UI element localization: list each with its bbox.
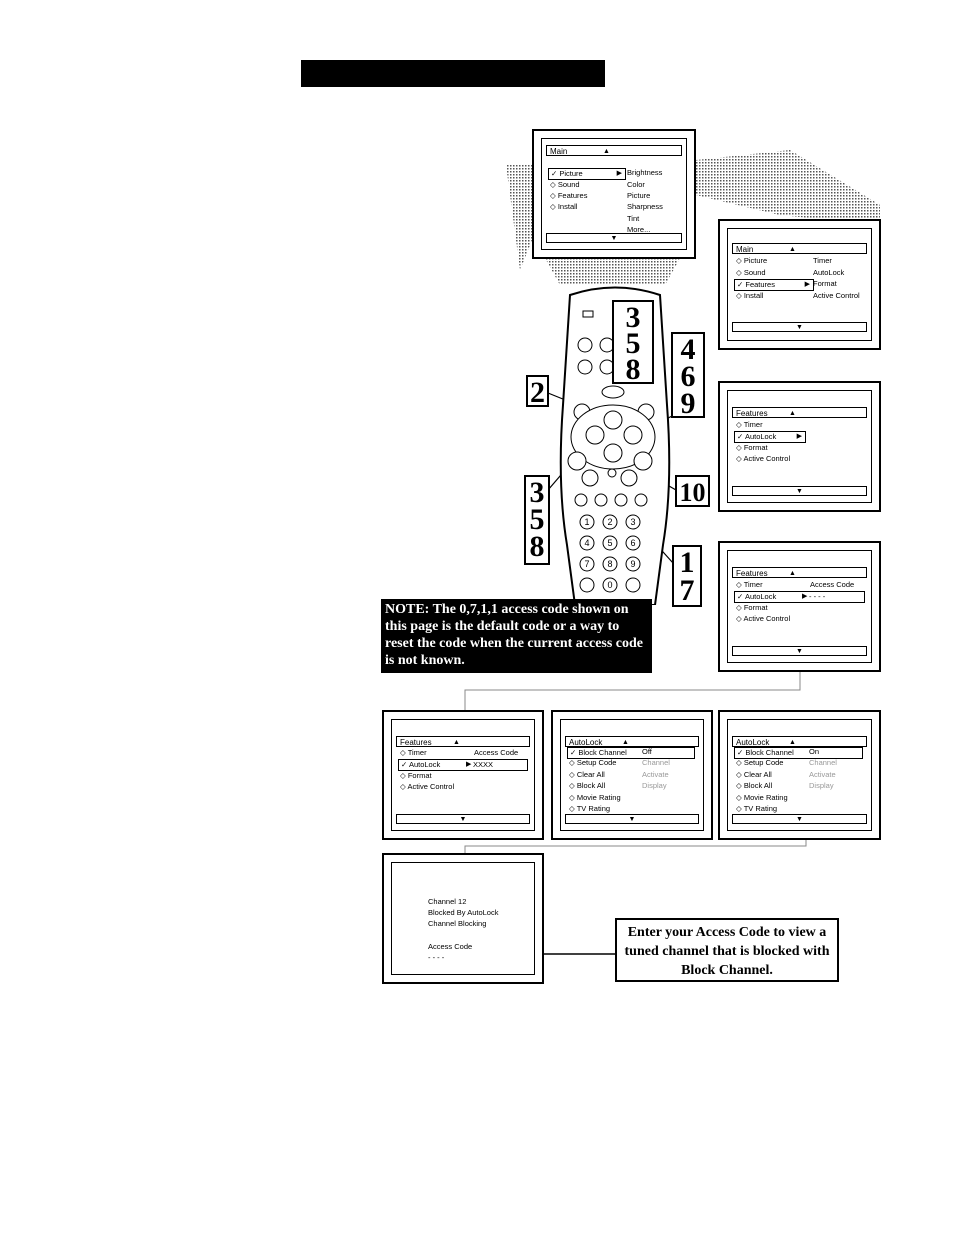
menu-item: ◇ Timer [400, 748, 427, 757]
step-number: 3 [529, 476, 545, 509]
screen-autolock-on [718, 710, 881, 840]
menu-header: Features ▲ [396, 736, 530, 747]
step-number: 6 [680, 360, 696, 393]
step-box-3-5-8-bottom [524, 475, 550, 565]
menu-item: ◇ Install [550, 202, 578, 211]
key-8: 8 [607, 559, 613, 569]
screen-channel-blocked [382, 853, 544, 984]
menu-header: Features ▲ [732, 567, 867, 578]
menu-item-selected: ✓ Block Channel [734, 747, 863, 759]
down-arrow-icon: ▼ [732, 322, 867, 332]
menu-header: Main ▲ [732, 243, 867, 254]
screen-main-picture [532, 129, 696, 259]
submenu-item: Tint [627, 214, 640, 223]
menu-item: ◇ Timer [736, 420, 763, 429]
submenu-item: Display [809, 781, 834, 790]
menu-item: ◇ Format [736, 443, 768, 452]
key-2: 2 [607, 517, 613, 527]
step-box-3-5-8-top [612, 300, 654, 384]
menu-item: ◇ Clear All [736, 770, 772, 779]
screen-features-autolock [718, 381, 881, 512]
menu-item-selected: ✓ Features ▶ [734, 279, 814, 291]
step-number: 9 [680, 387, 696, 420]
menu-header: Features ▲ [732, 407, 867, 418]
menu-item: ◇ Active Control [400, 782, 455, 791]
step-number: 8 [625, 353, 641, 386]
submenu-item: Picture [627, 191, 651, 200]
submenu-item: Activate [809, 770, 836, 779]
step-number: 7 [679, 574, 695, 607]
submenu-item: Brightness [627, 168, 663, 177]
key-4: 4 [584, 538, 590, 548]
down-arrow-icon: ▼ [732, 646, 867, 656]
key-3: 3 [630, 517, 636, 527]
submenu-item: Active Control [813, 291, 860, 300]
submenu-item: Channel [642, 758, 670, 767]
step-box-2 [526, 375, 549, 407]
submenu-item: Channel [809, 758, 837, 767]
down-arrow-icon: ▼ [732, 814, 867, 824]
submenu-item: Color [627, 180, 645, 189]
step-box-1-7 [672, 545, 702, 607]
blocked-message-line: Channel Blocking [428, 919, 487, 928]
access-code-label: Access Code [428, 942, 473, 951]
submenu-item: Timer [813, 256, 832, 265]
screen-features-access-code-entered [382, 710, 544, 840]
screen-autolock-off [551, 710, 713, 840]
down-arrow-icon: ▼ [732, 486, 867, 496]
menu-item: ◇ Movie Rating [736, 793, 788, 802]
menu-item-selected: ✓ Picture ▶ [548, 168, 626, 180]
step-number: 3 [625, 301, 641, 334]
down-arrow-icon: ▼ [396, 814, 530, 824]
menu-item-selected: ✓ AutoLock ▶ [734, 431, 806, 443]
up-arrow-icon: ▲ [789, 410, 796, 417]
menu-item: ◇ Sound [550, 180, 580, 189]
key-5: 5 [607, 538, 613, 548]
menu-item: ◇ Block All [569, 781, 606, 790]
screen-features-access-code-entry [718, 541, 881, 672]
key-1: 1 [584, 517, 590, 527]
submenu-item: AutoLock [813, 268, 845, 277]
menu-item-selected: ✓ AutoLock ▶ - - - - [734, 591, 865, 603]
menu-item: ◇ Setup Code [569, 758, 617, 767]
right-arrow-icon: ▶ [796, 433, 802, 440]
menu-item: ◇ TV Rating [569, 804, 611, 813]
menu-item: ◇ Picture [736, 256, 768, 265]
submenu-item: Sharpness [627, 202, 663, 211]
blocked-message-line: Channel 12 [428, 897, 467, 906]
up-arrow-icon: ▲ [789, 246, 796, 253]
menu-item: ◇ Format [400, 771, 432, 780]
menu-item-selected: ✓ Block Channel [567, 747, 695, 759]
menu-item: ◇ Setup Code [736, 758, 784, 767]
right-arrow-icon: ▶ [616, 170, 622, 177]
access-code-label: Access Code [810, 580, 855, 589]
key-9: 9 [630, 559, 636, 569]
submenu-item: Activate [642, 770, 669, 779]
menu-item: ◇ Timer [736, 580, 763, 589]
step-number: 4 [680, 333, 696, 366]
key-7: 7 [584, 559, 590, 569]
menu-header: AutoLock ▲ [565, 736, 699, 747]
step-number: 5 [529, 503, 545, 536]
menu-item: ◇ TV Rating [736, 804, 778, 813]
key-0: 0 [607, 580, 613, 590]
step-number: 5 [625, 327, 641, 360]
up-arrow-icon: ▲ [789, 739, 796, 746]
menu-item: ◇ Install [736, 291, 764, 300]
step-number: 8 [529, 530, 545, 563]
callout-enter-access-code: Enter your Access Code to view a tuned channel that is blocked with Block Channel. [615, 918, 839, 982]
menu-item: ◇ Active Control [736, 454, 791, 463]
menu-item: ◇ Sound [736, 268, 766, 277]
menu-header: AutoLock ▲ [732, 736, 867, 747]
submenu-item: Off [642, 747, 652, 756]
menu-header: Main ▲ [546, 145, 682, 156]
menu-item: ◇ Clear All [569, 770, 605, 779]
up-arrow-icon: ▲ [789, 570, 796, 577]
access-code-value: XXXX [473, 760, 494, 769]
menu-item: ◇ Active Control [736, 614, 791, 623]
menu-item: ◇ Block All [736, 781, 773, 790]
right-arrow-icon: ▶ [804, 281, 810, 288]
up-arrow-icon: ▲ [603, 148, 610, 155]
menu-item-selected: ✓ AutoLock ▶ XXXX [398, 759, 528, 771]
access-code-label: Access Code [474, 748, 519, 757]
submenu-item: Format [813, 279, 837, 288]
right-arrow-icon: ▶ [466, 761, 472, 768]
step-box-4-6-9 [671, 332, 705, 418]
blocked-message-line: Blocked By AutoLock [428, 908, 499, 917]
down-arrow-icon: ▼ [565, 814, 699, 824]
submenu-item: Display [642, 781, 667, 790]
step-number: 1 [679, 546, 695, 579]
menu-item: ◇ Features [550, 191, 588, 200]
up-arrow-icon: ▲ [453, 739, 460, 746]
submenu-item: More... [627, 225, 651, 234]
screen-main-features [718, 219, 881, 350]
key-6: 6 [630, 538, 636, 548]
menu-item: ◇ Format [736, 603, 768, 612]
submenu-item: On [809, 747, 820, 756]
menu-item: ◇ Movie Rating [569, 793, 621, 802]
note-default-access-code: NOTE: The 0,7,1,1 access code shown on this page is the default code or a way to reset the code when the current access code is not known. [381, 599, 652, 673]
step-number: 10 [679, 478, 706, 507]
access-code-value: - - - - [809, 592, 826, 601]
up-arrow-icon: ▲ [622, 739, 629, 746]
step-number: 2 [530, 376, 545, 409]
right-arrow-icon: ▶ [802, 593, 808, 600]
step-box-10 [675, 475, 710, 507]
down-arrow-icon: ▼ [546, 233, 682, 243]
access-code-value: - - - - [428, 953, 445, 962]
